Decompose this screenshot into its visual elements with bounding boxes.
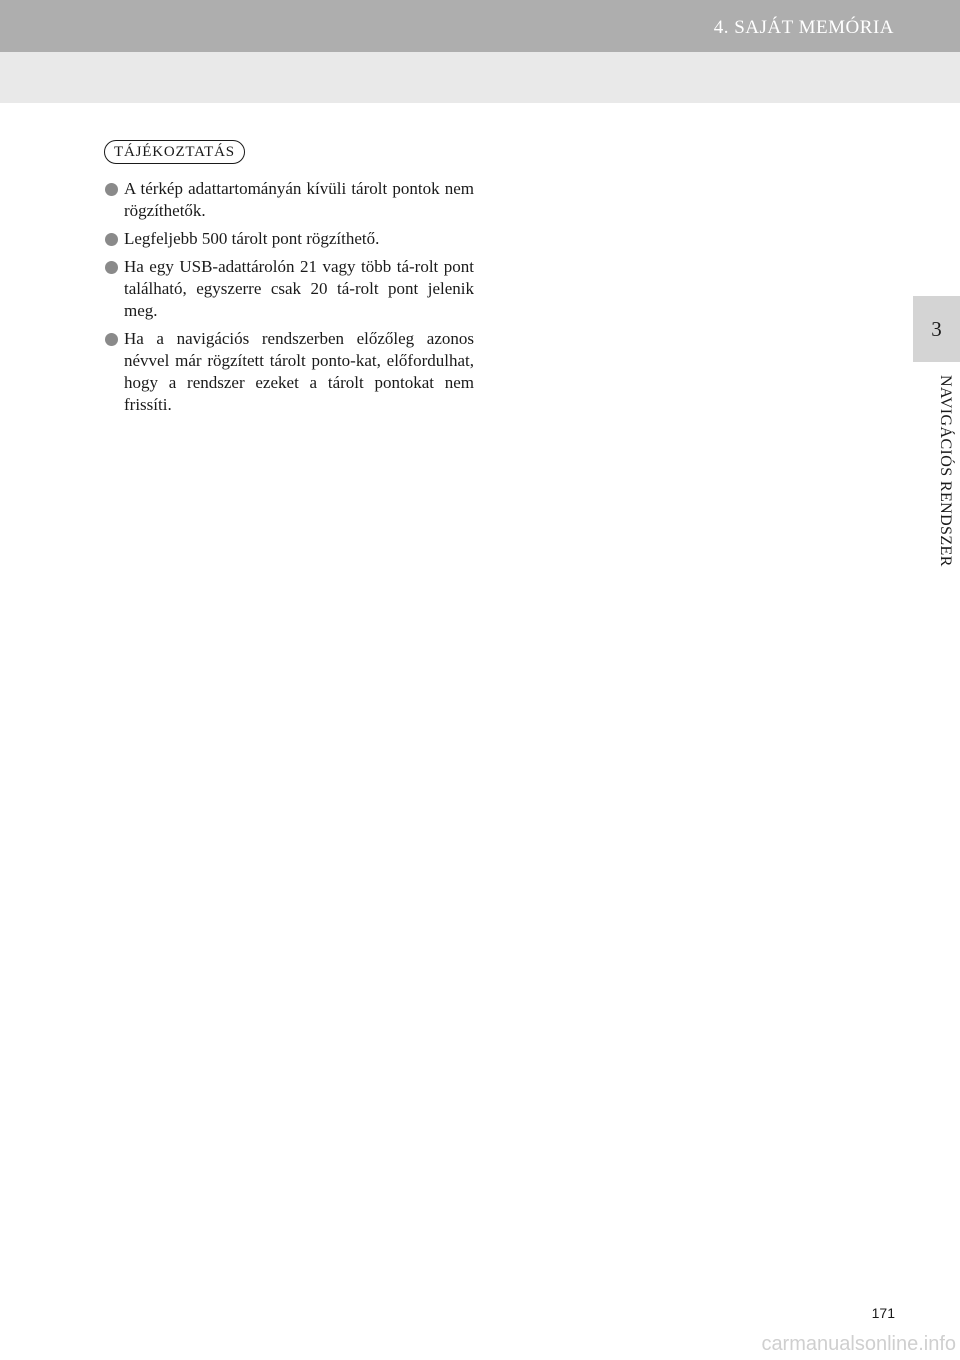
list-item-text: Legfeljebb 500 tárolt pont rögzíthető. [124,229,380,248]
bullet-icon [105,233,118,246]
header-band [0,0,960,52]
list-item [102,178,474,222]
watermark: carmanualsonline.info [761,1333,956,1355]
list-item [102,328,474,416]
bullet-icon [105,261,118,274]
bullet-icon [105,333,118,346]
list-item [102,256,474,322]
bullet-icon [105,183,118,196]
header-sub-band [0,52,960,103]
info-list [102,178,474,416]
list-item-text: A térkép adattartományán kívüli tárolt pontok nem rögzíthetők. [124,179,474,220]
list-item-text: Ha egy USB-adattárolón 21 vagy több tá-rolt pont található, egyszerre csak 20 tá-rolt pont jelenik meg. [124,257,474,320]
list-item-text: Ha a navigációs rendszerben előzőleg azonos névvel már rögzített tárolt ponto-kat, előfordulhat, hogy a rendszer ezeket a tárolt pontokat nem frissíti. [124,329,474,414]
chapter-tab [913,296,960,362]
info-section [102,140,474,422]
section-title: 4. SAJÁT MEMÓRIA [713,17,894,38]
list-item [102,228,474,250]
chapter-number: 3 [931,317,942,341]
info-badge: TÁJÉKOZTATÁS [104,140,245,164]
page-number: 171 [871,1305,895,1321]
chapter-label: NAVIGÁCIÓS RENDSZER [937,375,954,567]
